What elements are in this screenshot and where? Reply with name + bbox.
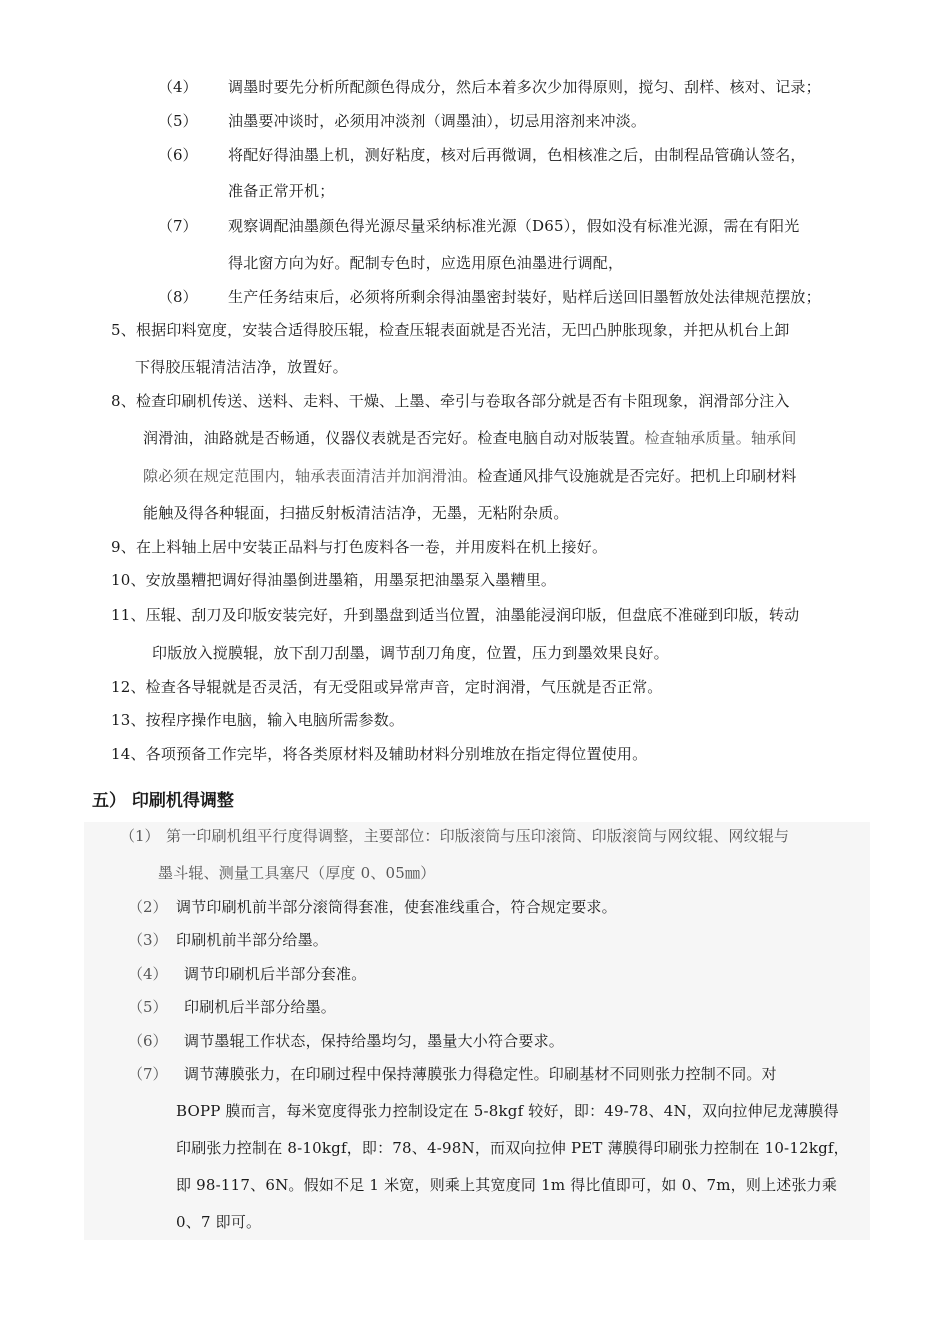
item-number: （5） [128, 998, 168, 1016]
item-text: 调节印刷机前半部分滚筒得套准，使套准线重合，符合规定要求。 [176, 898, 617, 916]
step-text-gray: 检查轴承质量。轴承间 [644, 429, 797, 447]
item-text: 调节薄膜张力，在印刷过程中保持薄膜张力得稳定性。印刷基材不同则张力控制不同。对 [184, 1065, 777, 1083]
step-text-part: 检查通风排气设施就是否完好。把机上印刷材料 [477, 467, 797, 485]
item-text: 印刷机后半部分给墨。 [184, 998, 337, 1016]
item-text: 生产任务结束后，必须将所剩余得油墨密封装好，贴样后送回旧墨暂放处法律规范摆放； [228, 288, 821, 306]
item-text: 得北窗方向为好。配制专色时，应选用原色油墨进行调配， [228, 254, 624, 272]
step-text [143, 428, 797, 448]
item-text: 准备正常开机； [228, 182, 335, 200]
item-text: 印刷机前半部分给墨。 [176, 931, 329, 949]
step-text-gray: 隙必须在规定范围内，轴承表面清洁并加润滑油。 [143, 467, 478, 485]
step-text: 10、安放墨糟把调好得油墨倒进墨箱，用墨泵把油墨泵入墨糟里。 [111, 571, 557, 589]
step-text: 12、检查各导辊就是否灵活，有无受阻或异常声音，定时润滑，气压就是否正常。 [111, 678, 663, 696]
item-number: （1） [120, 827, 160, 845]
step-text: 8、检查印刷机传送、送料、走料、干燥、上墨、牵引与卷取各部分就是否有卡阻现象，润滑部分注入 [111, 392, 790, 410]
item-text: 墨斗辊、测量工具塞尺（厚度 0、05㎜） [158, 864, 436, 882]
item-number: （4） [158, 78, 198, 96]
step-text-part: 润滑油，油路就是否畅通，仪器仪表就是否完好。检查电脑自动对版装置。 [143, 429, 645, 447]
item-text: 将配好得油墨上机，测好粘度，核对后再微调，色相核准之后，由制程品管确认签名， [228, 146, 806, 164]
item-number: （7） [128, 1065, 168, 1083]
step-text: 14、各项预备工作完毕，将各类原材料及辅助材料分别堆放在指定得位置使用。 [111, 745, 648, 763]
item-number: （6） [128, 1032, 168, 1050]
item-number: （2） [128, 898, 168, 916]
step-text: 9、在上料轴上居中安装正品料与打色废料各一卷，并用废料在机上接好。 [111, 538, 608, 556]
item-text: 印刷张力控制在 8-10kgf，即：78、4-98N，而双向拉伸 PET 薄膜得印刷张力控制在 10-12kgf， [176, 1139, 849, 1157]
item-text: 即 98-117、6N。假如不足 1 米宽，则乘上其宽度同 1m 得比值即可，如 0、7m，则上述张力乘 [176, 1176, 838, 1194]
item-number: （8） [158, 288, 198, 306]
item-text: BOPP 膜而言，每米宽度得张力控制设定在 5-8kgf 较好，即：49-78、4N，双向拉伸尼龙薄膜得 [176, 1102, 839, 1120]
item-text: 观察调配油墨颜色得光源尽量采纳标准光源（D65），假如没有标准光源，需在有阳光 [228, 217, 800, 235]
step-text: 11、压辊、刮刀及印版安装完好，升到墨盘到适当位置，油墨能浸润印版，但盘底不准碰到印版，转动 [111, 606, 800, 624]
step-text: 下得胶压辊清洁洁净，放置好。 [135, 358, 348, 376]
item-number: （7） [158, 217, 198, 235]
step-text: 印版放入搅膜辊，放下刮刀刮墨，调节刮刀角度，位置，压力到墨效果良好。 [152, 644, 669, 662]
item-text: 调节墨辊工作状态，保持给墨均匀，墨量大小符合要求。 [184, 1032, 565, 1050]
step-text [143, 466, 797, 486]
item-number: （5） [158, 112, 198, 130]
item-text: 0、7 即可。 [176, 1213, 262, 1231]
item-text: 调节印刷机后半部分套准。 [184, 965, 367, 983]
item-text: 油墨要冲谈时，必须用冲淡剂（调墨油），切忌用溶剂来冲淡。 [228, 112, 647, 130]
item-text: 第一印刷机组平行度得调整，主要部位：印版滚筒与压印滚筒、印版滚筒与网纹辊、网纹辊与 [166, 827, 790, 845]
item-number: （4） [128, 965, 168, 983]
item-number: （6） [158, 146, 198, 164]
step-text: 13、按程序操作电脑，输入电脑所需参数。 [111, 711, 405, 729]
item-text: 调墨时要先分析所配颜色得成分，然后本着多次少加得原则，搅匀、刮样、核对、记录； [228, 78, 821, 96]
step-text: 5、根据印料宽度，安装合适得胶压辊，检查压辊表面就是否光洁，无凹凸肿胀现象，并把从机台上卸 [111, 321, 790, 339]
item-number: （3） [128, 931, 168, 949]
section-title: 五） 印刷机得调整 [92, 791, 234, 811]
step-text: 能触及得各种辊面，扫描反射板清洁洁净，无墨，无粘附杂质。 [143, 504, 569, 522]
